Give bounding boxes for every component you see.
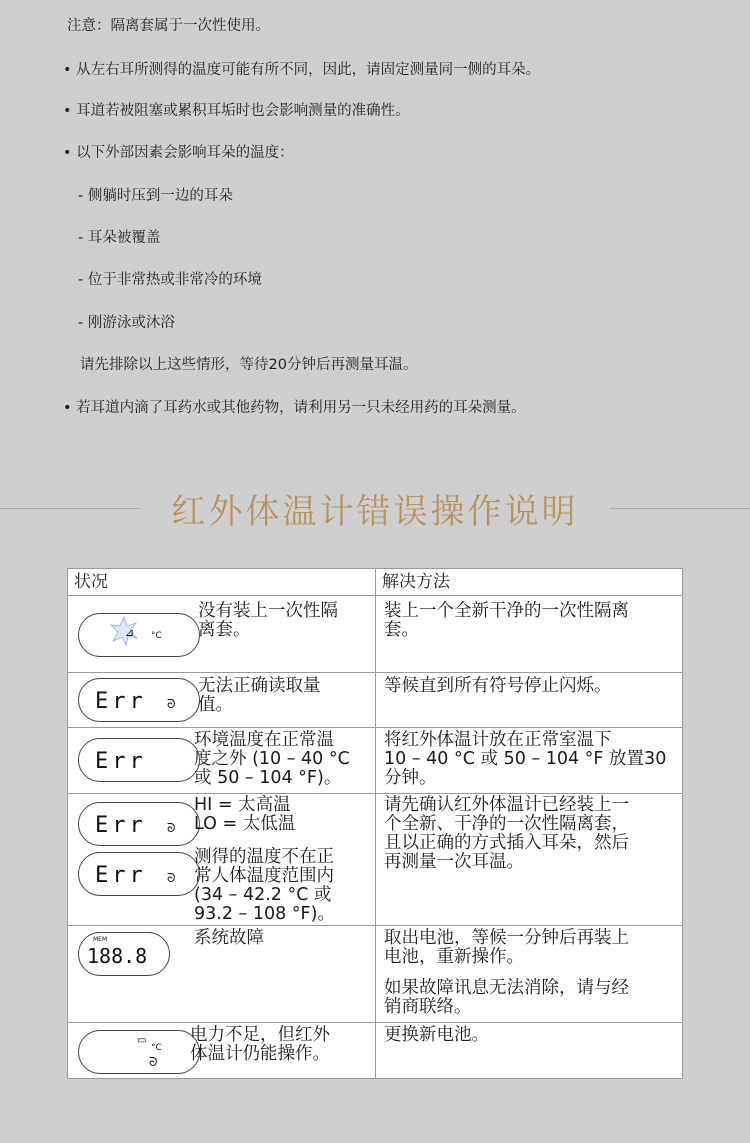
flash-icon — [109, 616, 139, 646]
note-4: - 侧躺时压到一边的耳朵 — [78, 188, 233, 204]
lcd-display-err — [78, 678, 200, 722]
note-9: • 若耳道内滴了耳药水或其他药物，请利用另一只未经用药的耳朵测量。 — [63, 400, 526, 416]
table-row — [68, 596, 682, 672]
note-1: • 从左右耳所测得的温度可能有所不同，因此，请固定测量同一侧的耳朵。 — [63, 62, 541, 78]
celsius-unit: °C — [151, 1043, 162, 1053]
solution-text: 将红外体温计放在正常室温下 10 – 40 °C 或 50 – 104 °F 放置30 分钟。 — [384, 730, 667, 788]
error-table — [67, 568, 683, 1079]
err-readout: Err — [95, 863, 147, 888]
mem-label: MEM — [93, 936, 108, 943]
ear-icon: ᘐ — [167, 697, 176, 711]
condition-text: 没有装上一次性隔 离套。 — [198, 601, 338, 640]
lcd-display-system — [78, 932, 170, 976]
system-readout: 188.8 — [87, 944, 148, 968]
lcd-display-low-battery — [78, 1030, 200, 1074]
solution-text: 请先确认红外体温计已经装上一 个全新、干净的一次性隔离套， 且以正确的方式插入耳朵，然后 再测量一次耳温。 — [384, 795, 629, 872]
battery-icon: ▭ — [137, 1035, 147, 1046]
ear-icon: ᘐ — [149, 1055, 158, 1069]
err-readout: Err — [95, 689, 147, 714]
lcd-display-hi — [78, 802, 200, 846]
note-7: - 刚游泳或沐浴 — [78, 315, 175, 331]
note-5: - 耳朵被覆盖 — [78, 230, 161, 246]
condition-text: 系统故障 — [194, 928, 264, 948]
table-row — [68, 1023, 682, 1078]
table-row — [68, 794, 682, 925]
condition-text-range: 测得的温度不在正 常人体温度范围内 (34 – 42.2 °C 或 93.2 – 108 °F)。 — [194, 847, 335, 924]
table-row — [68, 926, 682, 1022]
solution-text-extra: 如果故障讯息无法消除，请与经 销商联络。 — [384, 978, 629, 1017]
note-0: 注意：隔离套属于一次性使用。 — [67, 18, 270, 34]
note-8: 请先排除以上这些情形，等待20分钟后再测量耳温。 — [80, 357, 418, 373]
lcd-display-err — [78, 738, 200, 782]
condition-text: HI = 太高温 LO = 太低温 — [194, 795, 296, 834]
ear-icon: ᘐ — [167, 871, 176, 885]
solution-text: 更换新电池。 — [384, 1025, 489, 1045]
lcd-display-no-cover — [78, 613, 200, 657]
section-title: 红外体温计错误操作说明 — [171, 492, 579, 532]
solution-text: 装上一个全新干净的一次性隔离 套。 — [384, 601, 629, 640]
celsius-unit: °C — [151, 631, 162, 641]
condition-text: 电力不足，但红外 体温计仍能操作。 — [190, 1025, 330, 1064]
table-row — [68, 673, 682, 727]
err-readout: Err — [95, 813, 147, 838]
note-3: • 以下外部因素会影响耳朵的温度： — [63, 145, 294, 161]
ear-icon: ᘐ — [167, 821, 176, 835]
err-readout: Err — [95, 749, 147, 774]
note-2: • 耳道若被阻塞或累积耳垢时也会影响测量的准确性。 — [63, 103, 410, 119]
header-condition: 状况 — [74, 572, 108, 592]
condition-text: 环境温度在正常温 度之外 (10 – 40 °C 或 50 – 104 °F)。 — [194, 730, 350, 788]
solution-text: 等候直到所有符号停止闪烁。 — [384, 676, 612, 696]
table-row — [68, 728, 682, 793]
note-6: - 位于非常热或非常冷的环境 — [78, 272, 262, 288]
solution-text: 取出电池，等候一分钟后再装上 电池，重新操作。 — [384, 928, 629, 967]
triangle-icon: ⊿ — [125, 626, 135, 639]
lcd-display-lo — [78, 852, 200, 896]
header-solution: 解决方法 — [382, 572, 450, 592]
condition-text: 无法正确读取量 值。 — [198, 676, 321, 715]
